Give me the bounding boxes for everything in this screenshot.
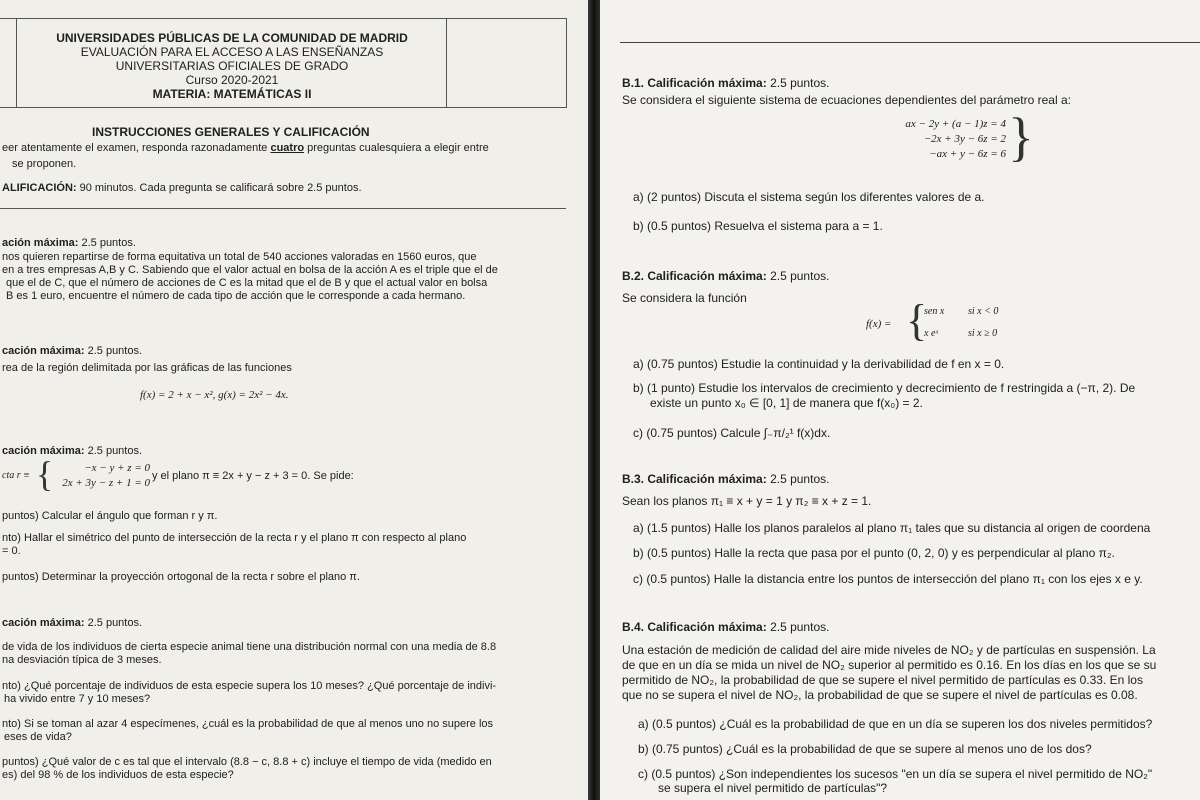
right-exam-page [600, 0, 1200, 800]
question-b1-intro: Se considera el siguiente sistema de ecuaciones dependientes del parámetro real a: [622, 93, 1071, 107]
question-a4-text: na desviación típica de 3 meses. [2, 654, 162, 666]
question-b2-function-label: f(x) = [866, 318, 892, 330]
question-a4-part-b: nto) Si se toman al azar 4 especímenes, ¿cuál es la probabilidad de que al menos uno no supere los [2, 718, 494, 730]
question-b2-case-2-condition: si x ≥ 0 [968, 328, 998, 339]
question-a3-plane: y el plano π ≡ 2x + y − z + 3 = 0. Se pide: [152, 470, 354, 482]
question-b2-heading: B.2. Calificación máxima: 2.5 puntos. [622, 269, 830, 283]
question-b2-part-b: b) (1 punto) Estudie los intervalos de crecimiento y decrecimiento de f restringida a (−π, 2). De [633, 381, 1136, 395]
question-b4-part-c: se supera el nivel permitido de partículas"? [658, 781, 888, 795]
question-a1-text: en a tres empresas A,B y C. Sabiendo que el valor actual en bolsa de la acción A es el triple que el de [2, 264, 498, 276]
question-b4-part-a: a) (0.5 puntos) ¿Cuál es la probabilidad de que en un día se superen los dos niveles permitidos? [638, 717, 1153, 731]
question-b1-system: ax − 2y + (a − 1)z = 4 −2x + 3y − 6z = 2 −ax + y − 6z = 6 [905, 118, 1006, 160]
question-b4-text: Una estación de medición de calidad del aire mide niveles de NO₂ y de partículas en suspensión. La [622, 643, 1156, 657]
question-b4-heading: B.4. Calificación máxima: 2.5 puntos. [622, 620, 830, 634]
header-divider-left [16, 19, 17, 107]
header-level: UNIVERSITARIAS OFICIALES DE GRADO [115, 59, 349, 73]
instructions-line-2: se proponen. [12, 158, 77, 170]
instructions-time: ALIFICACIÓN: 90 minutos. Cada pregunta se calificará sobre 2.5 puntos. [2, 182, 362, 194]
question-a4-part-a: nto) ¿Qué porcentaje de individuos de esta especie supera los 10 meses? ¿Qué porcentaje de indivi- [2, 680, 497, 692]
question-a4-heading: cación máxima: 2.5 puntos. [2, 617, 143, 629]
header-university: UNIVERSIDADES PÚBLICAS DE LA COMUNIDAD DE MADRID [56, 31, 408, 45]
page-fold-gutter [588, 0, 600, 800]
question-a4-text: de vida de los individuos de cierta especie animal tiene una distribución normal con una media de 8.8 [2, 641, 497, 653]
header-subject: MATERIA: MATEMÁTICAS II [152, 87, 312, 101]
question-a2-formula: f(x) = 2 + x − x², g(x) = 2x² − 4x. [140, 389, 289, 401]
question-a3-part-b: nto) Hallar el simétrico del punto de intersección de la recta r y el plano π con respecto al plano [2, 532, 467, 544]
question-a4-part-b: eses de vida? [4, 731, 72, 743]
question-a1-text: nos quieren repartirse de forma equitativa un total de 540 acciones valoradas en 1560 euros, que [2, 251, 477, 263]
question-a4-part-a: ha vivido entre 7 y 10 meses? [4, 693, 151, 705]
question-b2-case-1: sen x [924, 306, 945, 317]
question-a3-heading: cación máxima: 2.5 puntos. [2, 445, 143, 457]
question-b1-brace: } [1008, 107, 1034, 167]
header-evaluation: EVALUACIÓN PARA EL ACCESO A LAS ENSEÑANZAS [80, 45, 384, 59]
question-b4-text: permitido de NO₂, la probabilidad de que se supere el nivel permitido de partículas es 0.33. En los [622, 673, 1143, 687]
question-a2-text: rea de la región delimitada por las gráficas de las funciones [2, 362, 292, 374]
question-a2-heading: cación máxima: 2.5 puntos. [2, 345, 143, 357]
question-b4-text: que no se supera el nivel de NO₂, la probabilidad de que se supere el nivel de partículas es 0.08. [622, 688, 1138, 702]
left-exam-page [0, 0, 588, 800]
question-b3-part-c: c) (0.5 puntos) Halle la distancia entre los puntos de intersección del plano π₁ con los ejes x e y. [633, 572, 1143, 586]
question-b1-part-a: a) (2 puntos) Discuta el sistema según los diferentes valores de a. [633, 190, 985, 204]
question-a3-part-b: = 0. [2, 545, 21, 557]
question-b3-part-b: b) (0.5 puntos) Halle la recta que pasa por el punto (0, 2, 0) y es perpendicular al plano π₂. [633, 546, 1115, 560]
question-b4-text: de que en un día se mida un nivel de NO₂ superior al permitido es 0.16. En los días en los que se su [622, 658, 1157, 672]
question-a1-text: B es 1 euro, encuentre el número de cada tipo de acción que le corresponde a cada hermano. [6, 290, 466, 302]
question-b3-heading: B.3. Calificación máxima: 2.5 puntos. [622, 472, 830, 486]
question-b2-brace: { [906, 296, 928, 345]
exam-header [18, 31, 446, 101]
instructions-title: INSTRUCCIONES GENERALES Y CALIFICACIÓN [92, 125, 370, 139]
question-b1-heading: B.1. Calificación máxima: 2.5 puntos. [622, 76, 830, 90]
question-b2-part-b: existe un punto x₀ ∈ [0, 1] de manera que f(x₀) = 2. [650, 396, 923, 410]
question-b2-intro: Se considera la función [622, 291, 747, 305]
question-a1-heading: ación máxima: 2.5 puntos. [2, 237, 136, 249]
page-top-rule [620, 42, 1200, 43]
question-a1-text: que el de C, que el número de acciones de C es la mitad que el de B y que el actual valor en bolsa [6, 277, 488, 289]
question-b4-part-b: b) (0.75 puntos) ¿Cuál es la probabilidad de que se supere al menos uno de los dos? [638, 742, 1092, 756]
question-b2-part-c: c) (0.75 puntos) Calcule ∫₋π/₂¹ f(x)dx. [633, 426, 831, 440]
question-a3-brace: { [36, 454, 54, 494]
question-a3-part-c: puntos) Determinar la proyección ortogonal de la recta r sobre el plano π. [2, 571, 360, 583]
question-b2-case-2: x eˣ [924, 328, 939, 339]
instructions-line-1: eer atentamente el examen, responda razonadamente cuatro preguntas cualesquiera a elegir entre [2, 142, 489, 154]
question-b3-intro: Sean los planos π₁ ≡ x + y = 1 y π₂ ≡ x + z = 1. [622, 494, 872, 508]
question-a3-recta-label: cta r ≡ [2, 470, 30, 481]
question-b1-part-b: b) (0.5 puntos) Resuelva el sistema para a = 1. [633, 219, 883, 233]
question-b4-part-c: c) (0.5 puntos) ¿Son independientes los sucesos "en un día se supera el nivel permitido de NO₂" [638, 767, 1153, 781]
header-divider-right [446, 19, 447, 107]
header-course: Curso 2020-2021 [185, 73, 279, 87]
question-a3-part-a: puntos) Calcular el ángulo que forman r y π. [2, 510, 218, 522]
question-b2-part-a: a) (0.75 puntos) Estudie la continuidad y la derivabilidad de f en x = 0. [633, 357, 1005, 371]
exam-header-box [0, 18, 567, 108]
question-a4-part-c: es) del 98 % de los individuos de esta especie? [2, 769, 234, 781]
question-b2-case-1-condition: si x < 0 [968, 306, 999, 317]
question-a3-system: −x − y + z = 0 2x + 3y − z + 1 = 0 [62, 462, 150, 489]
question-a4-part-c: puntos) ¿Qué valor de c es tal que el intervalo (8.8 − c, 8.8 + c) incluye el tiempo de vida (medido en [2, 756, 492, 768]
question-b3-part-a: a) (1.5 puntos) Halle los planos paralelos al plano π₁ tales que su distancia al origen de coordena [633, 521, 1151, 535]
instructions-rule [0, 208, 566, 209]
